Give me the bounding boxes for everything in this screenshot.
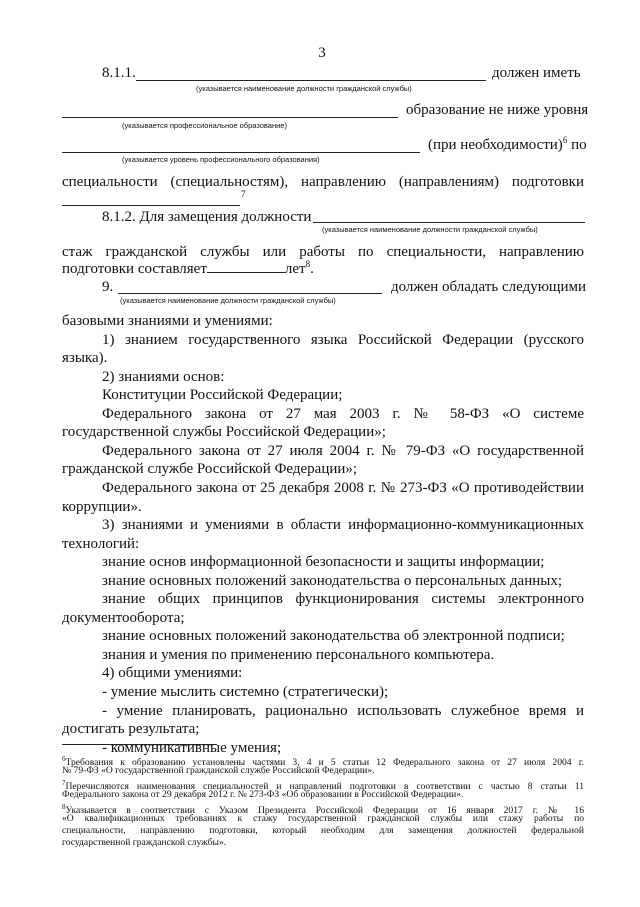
footnote-text: Перечисляются наименования специальностей и направлений подготовки в соответствии с частью 8 статьи 11 (65, 781, 584, 792)
blank-position-8-1-2 (313, 222, 585, 223)
footnote-line (62, 813, 584, 825)
body-line: знание общих принципов функционирования системы электронного (102, 591, 584, 608)
footnote-ref-8: 8 (305, 259, 311, 269)
footnote-text: Федерального закона от 29 декабря 2012 г. № 273-ФЗ «Об образовании в Российской Федерации». (62, 789, 464, 800)
hint-education: (указывается профессиональное образование) (122, 121, 287, 130)
section-8-1-1-number: 8.1.1. (102, 65, 136, 81)
footnote-text: специальности, направлению подготовки, который необходим для замещения должностей федеральной (62, 825, 584, 836)
section-8-1-1-tail: должен иметь (492, 65, 581, 81)
section-9-tail: должен обладать следующими (391, 279, 587, 295)
blank-position-name (136, 80, 486, 81)
body-line: 4) общими умениями: (102, 665, 243, 682)
body-line: языка). (62, 350, 108, 367)
footnote-text: Требования к образованию установлены частями 3, 4 и 5 статьи 12 Федерального закона от 27 июля 2004 г. (65, 757, 584, 768)
body-line: базовыми знаниями и умениями: (62, 313, 273, 329)
blank-speciality (62, 205, 240, 206)
body-line: достигать результата; (62, 721, 200, 738)
body-line: гражданской службе Российской Федерации»; (62, 461, 358, 478)
body-line: - коммуникативные умения; (102, 739, 282, 756)
body-line: - умение планировать, рационально использовать служебное время и (102, 702, 584, 719)
footnote-mark: 8 (62, 803, 66, 811)
experience-line-2: подготовки составляет лет$^8$. (62, 259, 314, 277)
footnote-ref-6: 6 (562, 135, 568, 145)
section-8-1-2: 8.1.2. Для замещения должности (102, 209, 312, 225)
body-line: 3) знаниями и умениями в области информационно-коммуникационных (102, 517, 584, 534)
body-line: документооборота; (62, 609, 185, 626)
hint-position-8-1-2: (указывается наименование должности гражданской службы) (322, 225, 538, 234)
speciality-line: специальности (специальностям), направлению (направлениям) подготовки (62, 174, 584, 190)
body-line: знания и умения по применению персонального компьютера. (102, 646, 495, 663)
footnote-text: «О квалификационных требованиях к стажу государственной гражданской службы или стажу работы по (62, 813, 584, 824)
footnote-text: Указывается в соответствии с Указом Президента Российской Федерации от 16 января 2017 г. № 16 (65, 805, 584, 816)
body-line: Федерального закона от 27 мая 2003 г. № 58-ФЗ «О системе (102, 405, 584, 422)
footnote-text: № 79-ФЗ «О государственной гражданской службе Российской Федерации». (62, 765, 375, 776)
body-line: коррупции». (62, 498, 142, 515)
body-line: Федерального закона от 25 декабря 2008 г. № 273-ФЗ «О противодействии (102, 479, 584, 496)
hint-education-level: (указывается уровень профессионального образования) (122, 155, 320, 164)
body-line: государственной службы Российской Федерации»; (62, 424, 386, 441)
body-line: знание основных положений законодательства о персональных данных; (102, 572, 562, 589)
footnote-ref-7: 7 (241, 189, 246, 199)
footnote-mark: 7 (62, 779, 66, 787)
necessity-tail: (при необходимости)$^6$ по (428, 135, 587, 153)
blank-years (207, 260, 285, 273)
footnote-mark: 6 (62, 755, 66, 763)
footnote-text: государственной гражданской службы». (62, 837, 227, 848)
education-tail: образование не ниже уровня (406, 102, 589, 118)
body-line: знание основ информационной безопасности и защиты информации; (102, 554, 545, 571)
section-9-number: 9. (102, 279, 114, 295)
body-line: Федерального закона от 27 июля 2004 г. № 79-ФЗ «О государственной (102, 442, 584, 459)
experience-line-1: стаж гражданской службы или работы по специальности, направлению (62, 244, 584, 260)
blank-education-level (62, 152, 420, 153)
footnote-line (62, 837, 226, 849)
footnote-separator (62, 744, 217, 745)
body-line: 1) знанием государственного языка Российской Федерации (русского (102, 331, 584, 348)
blank-education (62, 117, 398, 118)
footnote-line (62, 765, 374, 777)
body-line: - умение мыслить системно (стратегически); (102, 684, 389, 700)
blank-position-9 (118, 293, 382, 294)
body-line: знание основных положений законодательства об электронной подписи; (102, 628, 565, 645)
footnote-line (62, 825, 584, 837)
body-line: 2) знаниями основ: (102, 368, 225, 385)
hint-position-name: (указывается наименование должности гражданской службы) (196, 84, 412, 93)
footnote-line (62, 789, 463, 801)
page-number: 3 (318, 45, 326, 61)
hint-position-9: (указывается наименование должности гражданской службы) (120, 296, 336, 305)
body-line: технологий: (62, 535, 140, 552)
body-line: Конституции Российской Федерации; (102, 387, 343, 404)
